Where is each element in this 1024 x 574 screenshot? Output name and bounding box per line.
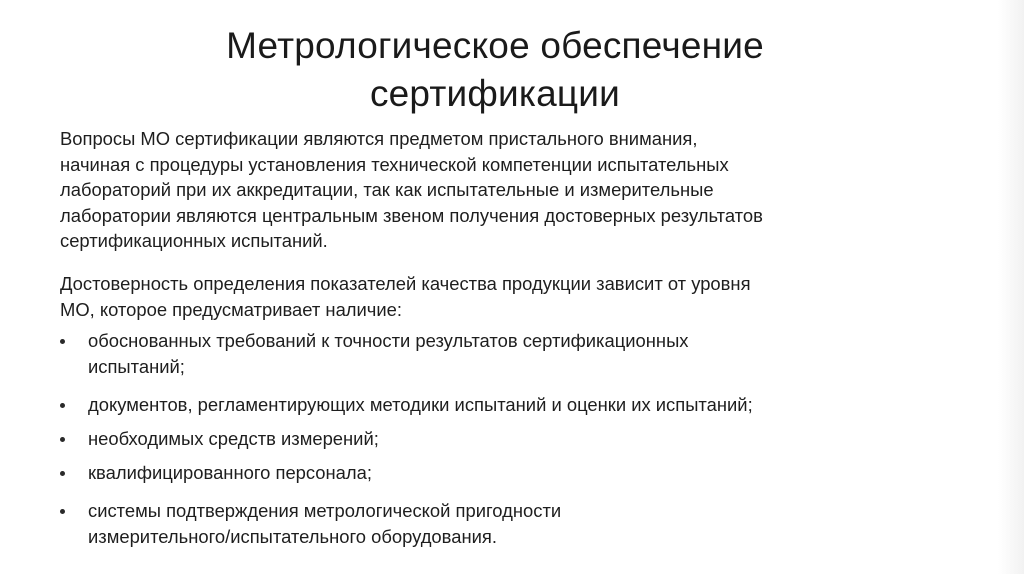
bullet-dot-icon [60, 509, 65, 514]
list-item-text [88, 392, 958, 418]
list-item-text [88, 426, 958, 452]
list-item-line: системы подтверждения метрологической пригодности [88, 500, 562, 521]
bullet-dot-icon [60, 339, 65, 344]
list-item-line: испытаний; [88, 355, 185, 377]
slide-title [0, 22, 990, 118]
reliability-paragraph [60, 271, 960, 322]
bullet-dot-icon [60, 471, 65, 476]
paragraph-line: лаборатории являются центральным звеном получения достоверных результатов [60, 204, 763, 226]
paragraph-line: Вопросы МО сертификации являются предметом пристального внимания, [60, 128, 698, 149]
bullet-dot-icon [60, 437, 65, 442]
bullet-dot-icon [60, 403, 65, 408]
list-item-line: измерительного/испытательного оборудования. [88, 525, 497, 547]
paragraph-line: МО, которое предусматривает наличие: [60, 298, 402, 320]
list-item-text [88, 460, 958, 486]
slide-edge-shadow [998, 0, 1024, 574]
intro-paragraph [60, 126, 960, 254]
list-item-line: документов, регламентирующих методики испытаний и оценки их испытаний; [88, 394, 753, 415]
paragraph-line: Достоверность определения показателей качества продукции зависит от уровня [60, 273, 751, 294]
paragraph-line: сертификационных испытаний. [60, 230, 328, 251]
list-item-text [88, 498, 958, 549]
list-item-line: необходимых средств измерений; [88, 428, 379, 449]
title-line: Метрологическое обеспечение [226, 25, 764, 66]
paragraph-line: начиная с процедуры установления технической компетенции испытательных [60, 153, 729, 175]
list-item-line: обоснованных требований к точности результатов сертификационных [88, 330, 689, 351]
list-item-line: квалифицированного персонала; [88, 462, 372, 483]
paragraph-line: лабораторий при их аккредитации, так как испытательные и измерительные [60, 179, 714, 200]
title-line: сертификации [369, 73, 621, 114]
list-item-text [88, 328, 958, 379]
